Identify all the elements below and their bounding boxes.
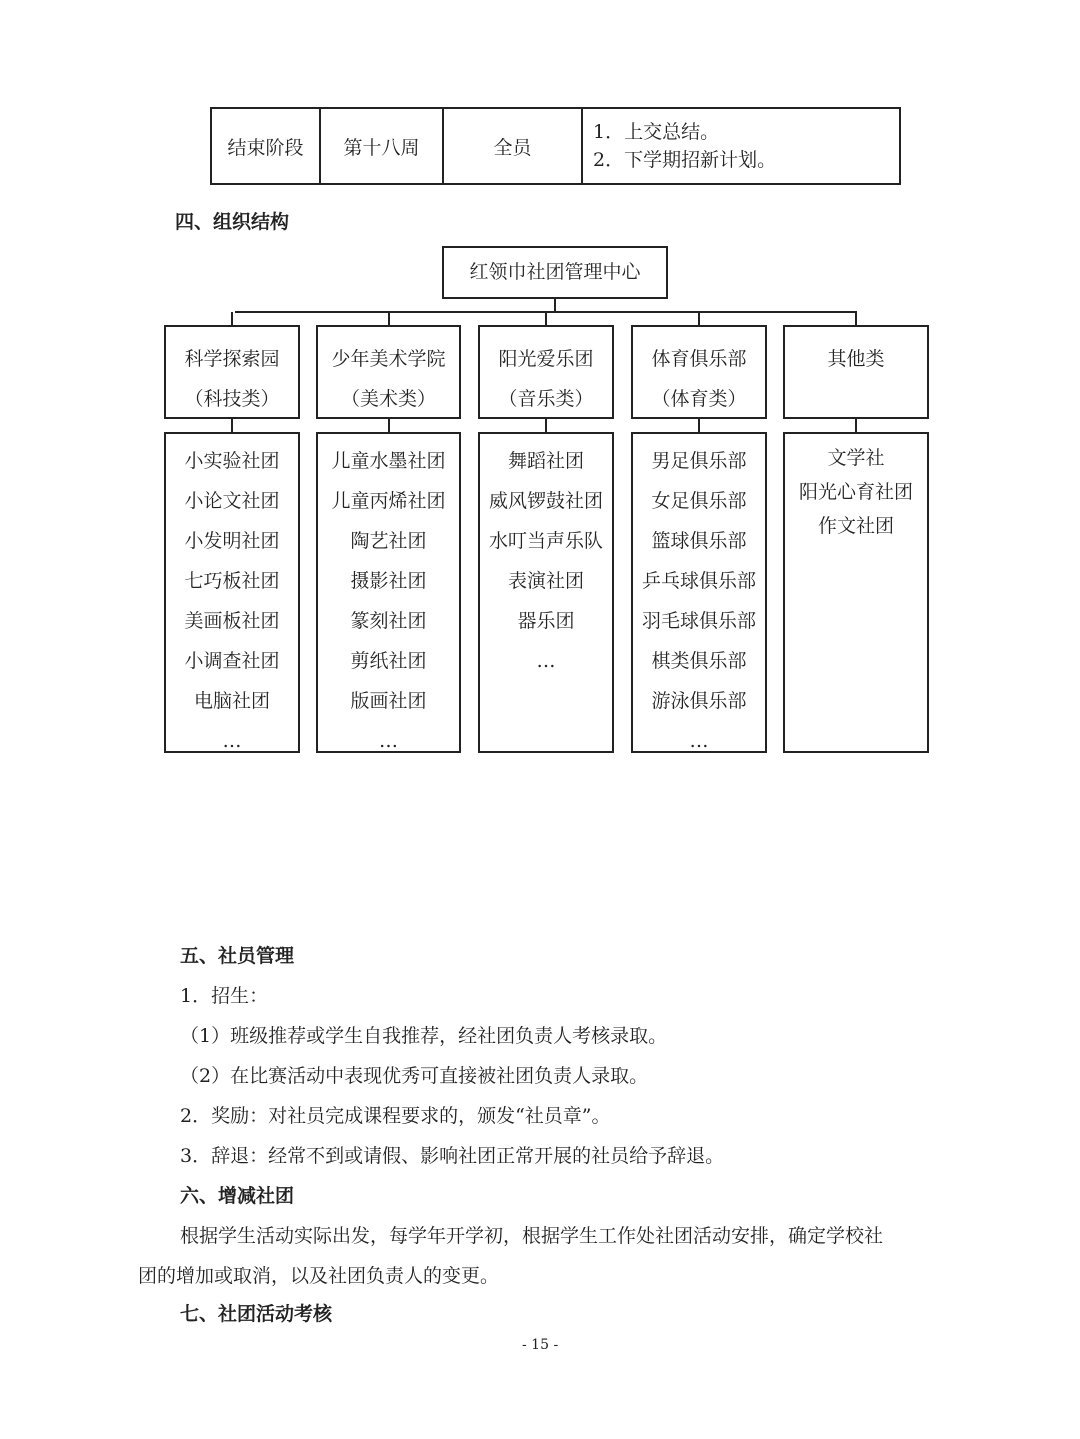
group-type: （音乐类） xyxy=(498,388,594,410)
group-name: 少年美术学院 xyxy=(331,348,446,370)
list-item: 女足俱乐部 xyxy=(651,490,747,512)
table-row xyxy=(211,108,900,184)
people-cell: 全员 xyxy=(443,108,582,184)
list-item: 剪纸社团 xyxy=(350,650,427,672)
connector xyxy=(698,312,700,326)
list-item: 电脑社团 xyxy=(193,690,270,712)
task-item: 2．下学期招新计划。 xyxy=(593,149,777,171)
list-item: … xyxy=(379,730,398,752)
connector xyxy=(388,312,390,326)
section-heading: 七、社团活动考核 xyxy=(180,1303,333,1325)
connector xyxy=(545,312,547,326)
group-name: 阳光爱乐团 xyxy=(498,348,594,370)
list-item: 小实验社团 xyxy=(184,450,280,472)
section-heading: 五、社员管理 xyxy=(180,945,295,967)
list-item: 文学社 xyxy=(827,447,885,469)
paragraph: 2．奖励：对社员完成课程要求的，颁发“社员章”。 xyxy=(180,1105,611,1127)
org-items-box xyxy=(478,432,614,753)
org-group-box xyxy=(316,325,461,419)
org-group-box xyxy=(478,325,614,419)
group-name: 科学探索园 xyxy=(184,348,280,370)
paragraph: 团的增加或取消，以及社团负责人的变更。 xyxy=(138,1265,500,1287)
paragraph: 3．辞退：经常不到或请假、影响社团正常开展的社员给予辞退。 xyxy=(180,1145,725,1167)
paragraph: 根据学生活动实际出发，每学年开学初，根据学生工作处社团活动安排，确定学校社 xyxy=(180,1225,884,1247)
list-item: 小发明社团 xyxy=(184,530,280,552)
connector xyxy=(231,312,233,326)
org-items-box xyxy=(316,432,461,753)
list-item: 作文社团 xyxy=(817,515,894,537)
connector xyxy=(698,418,700,433)
list-item: 美画板社团 xyxy=(184,610,280,632)
list-item: … xyxy=(536,650,556,672)
org-group-box xyxy=(631,325,767,419)
list-item: 陶艺社团 xyxy=(350,530,427,552)
list-item: 七巧板社团 xyxy=(184,570,280,592)
section-heading: 四、组织结构 xyxy=(175,211,290,233)
list-item: 水叮当声乐队 xyxy=(488,530,603,552)
org-group-box xyxy=(164,325,300,419)
task-item: 1．上交总结。 xyxy=(593,121,720,143)
list-item: 篮球俱乐部 xyxy=(651,530,747,552)
week-cell: 第十八周 xyxy=(320,108,443,184)
group-type: （科技类） xyxy=(184,388,280,410)
connector xyxy=(231,418,233,433)
group-type: （体育类） xyxy=(651,388,747,410)
connector xyxy=(855,312,857,326)
paragraph: （1）班级推荐或学生自我推荐，经社团负责人考核录取。 xyxy=(180,1025,668,1047)
list-item: 乒乓球俱乐部 xyxy=(641,570,756,592)
section-heading: 六、增减社团 xyxy=(180,1185,295,1207)
list-item: 游泳俱乐部 xyxy=(651,690,747,712)
list-item: 棋类俱乐部 xyxy=(651,650,747,672)
list-item: 篆刻社团 xyxy=(350,610,427,632)
list-item: 版画社团 xyxy=(350,690,427,712)
page-number: - 15 - xyxy=(522,1337,559,1353)
org-items-box xyxy=(631,432,767,753)
paragraph: 1．招生： xyxy=(180,985,269,1007)
org-root-box: 红领巾社团管理中心 xyxy=(442,246,668,299)
list-item: 小调查社团 xyxy=(184,650,280,672)
list-item: 摄影社团 xyxy=(350,570,427,592)
stage-cell: 结束阶段 xyxy=(211,108,320,184)
org-items-box xyxy=(783,432,929,753)
tasks-cell xyxy=(582,108,900,184)
group-name: 体育俱乐部 xyxy=(651,348,747,370)
connector xyxy=(855,418,857,433)
list-item: 儿童丙烯社团 xyxy=(331,490,446,512)
list-item: 羽毛球俱乐部 xyxy=(641,610,756,632)
list-item: … xyxy=(222,730,242,752)
org-items-box xyxy=(164,432,300,753)
list-item: … xyxy=(689,730,709,752)
list-item: 男足俱乐部 xyxy=(651,450,747,472)
org-group-box xyxy=(783,325,929,419)
list-item: 舞蹈社团 xyxy=(507,450,584,472)
group-name: 其他类 xyxy=(827,348,885,370)
connector xyxy=(545,418,547,433)
connector xyxy=(388,418,390,433)
list-item: 表演社团 xyxy=(507,570,584,592)
paragraph: （2）在比赛活动中表现优秀可直接被社团负责人录取。 xyxy=(180,1065,649,1087)
list-item: 小论文社团 xyxy=(184,490,280,512)
list-item: 器乐团 xyxy=(517,610,575,632)
schedule-table xyxy=(210,107,901,185)
list-item: 威风锣鼓社团 xyxy=(488,490,603,512)
list-item: 儿童水墨社团 xyxy=(331,450,446,472)
group-type: （美术类） xyxy=(340,388,436,410)
list-item: 阳光心育社团 xyxy=(798,481,913,503)
